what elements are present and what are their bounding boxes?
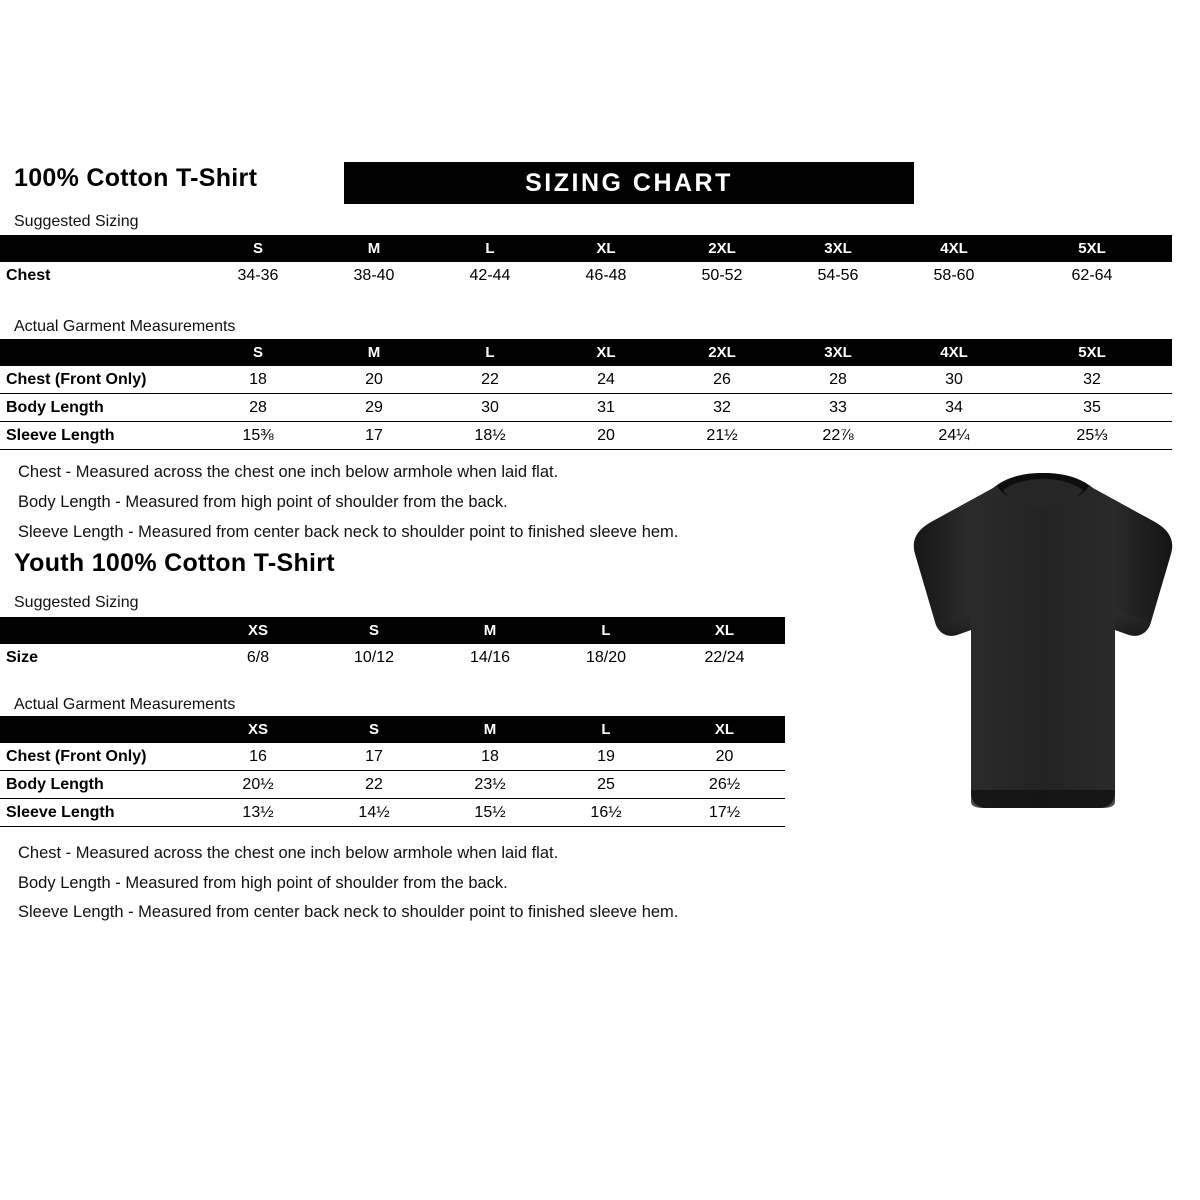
row-label: Size [0, 644, 200, 671]
youth-suggested-sizing-table [0, 617, 785, 671]
adult-note-body-length: Body Length - Measured from high point of shoulder from the back. [18, 493, 508, 511]
table-cell: 42-44 [432, 262, 548, 289]
column-header: S [200, 235, 316, 262]
table-cell: 30 [432, 394, 548, 422]
adult-note-sleeve-length: Sleeve Length - Measured from center back neck to shoulder point to finished sleeve hem. [18, 523, 679, 541]
table-cell: 22 [432, 366, 548, 394]
table-cell: 22 [316, 771, 432, 799]
adult-suggested-sizing-label: Suggested Sizing [14, 213, 139, 230]
column-header [0, 716, 200, 743]
column-header: 3XL [780, 339, 896, 366]
table-cell: 17 [316, 743, 432, 771]
table-cell: 35 [1012, 394, 1172, 422]
table-cell: 33 [780, 394, 896, 422]
table-cell: 14/16 [432, 644, 548, 671]
column-header: L [432, 339, 548, 366]
column-header: M [432, 617, 548, 644]
row-label: Body Length [0, 394, 200, 422]
table-cell: 16 [200, 743, 316, 771]
youth-suggested-sizing-label: Suggested Sizing [14, 594, 139, 611]
table-header-row [0, 716, 785, 743]
table-cell: 17½ [664, 799, 785, 827]
youth-note-chest: Chest - Measured across the chest one inch below armhole when laid flat. [18, 844, 559, 862]
table-row [0, 394, 1172, 422]
column-header: XL [548, 339, 664, 366]
table-header-row [0, 339, 1172, 366]
table-cell: 62-64 [1012, 262, 1172, 289]
row-label: Sleeve Length [0, 422, 200, 450]
adult-title-row [14, 162, 1186, 204]
youth-section-heading: Youth 100% Cotton T-Shirt [14, 549, 335, 577]
table-row [0, 262, 1172, 289]
table-cell: 19 [548, 743, 664, 771]
column-header: 4XL [896, 235, 1012, 262]
column-header: 5XL [1012, 339, 1172, 366]
adult-actual-measurements-table [0, 339, 1172, 450]
table-cell: 28 [200, 394, 316, 422]
column-header: L [548, 716, 664, 743]
table-cell: 22/24 [664, 644, 785, 671]
table-cell: 18 [200, 366, 316, 394]
table-cell: 18½ [432, 422, 548, 450]
column-header: 2XL [664, 339, 780, 366]
table-cell: 6/8 [200, 644, 316, 671]
table-cell: 14½ [316, 799, 432, 827]
youth-actual-measurements-table [0, 716, 785, 827]
table-cell: 38-40 [316, 262, 432, 289]
row-label: Sleeve Length [0, 799, 200, 827]
tshirt-icon [893, 470, 1193, 820]
column-header: S [316, 716, 432, 743]
column-header: M [432, 716, 548, 743]
table-cell: 20 [316, 366, 432, 394]
table-cell: 32 [1012, 366, 1172, 394]
adult-suggested-sizing-table [0, 235, 1172, 289]
sizing-chart-banner [344, 162, 914, 204]
column-header: XS [200, 617, 316, 644]
table-cell: 21½ [664, 422, 780, 450]
table-row [0, 366, 1172, 394]
column-header: 4XL [896, 339, 1012, 366]
table-cell: 18 [432, 743, 548, 771]
adult-section-heading: 100% Cotton T-Shirt [14, 164, 258, 192]
table-cell: 24¼ [896, 422, 1012, 450]
column-header: L [548, 617, 664, 644]
table-cell: 10/12 [316, 644, 432, 671]
column-header: S [316, 617, 432, 644]
table-cell: 34-36 [200, 262, 316, 289]
youth-note-body-length: Body Length - Measured from high point of shoulder from the back. [18, 874, 508, 892]
column-header: XL [664, 617, 785, 644]
table-row [0, 422, 1172, 450]
table-cell: 13½ [200, 799, 316, 827]
column-header [0, 235, 200, 262]
table-cell: 25 [548, 771, 664, 799]
row-label: Chest [0, 262, 200, 289]
table-cell: 26 [664, 366, 780, 394]
table-cell: 24 [548, 366, 664, 394]
table-cell: 22⅞ [780, 422, 896, 450]
table-cell: 25⅓ [1012, 422, 1172, 450]
adult-note-chest: Chest - Measured across the chest one inch below armhole when laid flat. [18, 463, 559, 481]
table-cell: 34 [896, 394, 1012, 422]
table-cell: 20½ [200, 771, 316, 799]
row-label: Body Length [0, 771, 200, 799]
table-cell: 50-52 [664, 262, 780, 289]
table-cell: 26½ [664, 771, 785, 799]
column-header: 5XL [1012, 235, 1172, 262]
table-row [0, 799, 785, 827]
table-cell: 30 [896, 366, 1012, 394]
table-cell: 58-60 [896, 262, 1012, 289]
table-row [0, 644, 785, 671]
table-cell: 29 [316, 394, 432, 422]
row-label: Chest (Front Only) [0, 743, 200, 771]
table-cell: 15½ [432, 799, 548, 827]
column-header: L [432, 235, 548, 262]
table-cell: 31 [548, 394, 664, 422]
table-row [0, 771, 785, 799]
table-header-row [0, 617, 785, 644]
youth-actual-measurements-label: Actual Garment Measurements [14, 696, 236, 713]
table-cell: 20 [548, 422, 664, 450]
table-cell: 20 [664, 743, 785, 771]
table-cell: 18/20 [548, 644, 664, 671]
column-header: S [200, 339, 316, 366]
table-cell: 17 [316, 422, 432, 450]
sizing-chart-banner-label: SIZING CHART [525, 169, 733, 197]
product-image [893, 470, 1193, 820]
table-cell: 23½ [432, 771, 548, 799]
column-header: XS [200, 716, 316, 743]
column-header [0, 339, 200, 366]
table-cell: 16½ [548, 799, 664, 827]
table-cell: 15⅜ [200, 422, 316, 450]
table-cell: 46-48 [548, 262, 664, 289]
column-header: M [316, 339, 432, 366]
row-label: Chest (Front Only) [0, 366, 200, 394]
column-header: XL [548, 235, 664, 262]
table-row [0, 743, 785, 771]
column-header [0, 617, 200, 644]
table-header-row [0, 235, 1172, 262]
column-header: M [316, 235, 432, 262]
table-cell: 32 [664, 394, 780, 422]
column-header: 3XL [780, 235, 896, 262]
column-header: XL [664, 716, 785, 743]
column-header: 2XL [664, 235, 780, 262]
adult-actual-measurements-label: Actual Garment Measurements [14, 318, 236, 335]
table-cell: 54-56 [780, 262, 896, 289]
table-cell: 28 [780, 366, 896, 394]
youth-note-sleeve-length: Sleeve Length - Measured from center back neck to shoulder point to finished sleeve hem. [18, 903, 679, 921]
